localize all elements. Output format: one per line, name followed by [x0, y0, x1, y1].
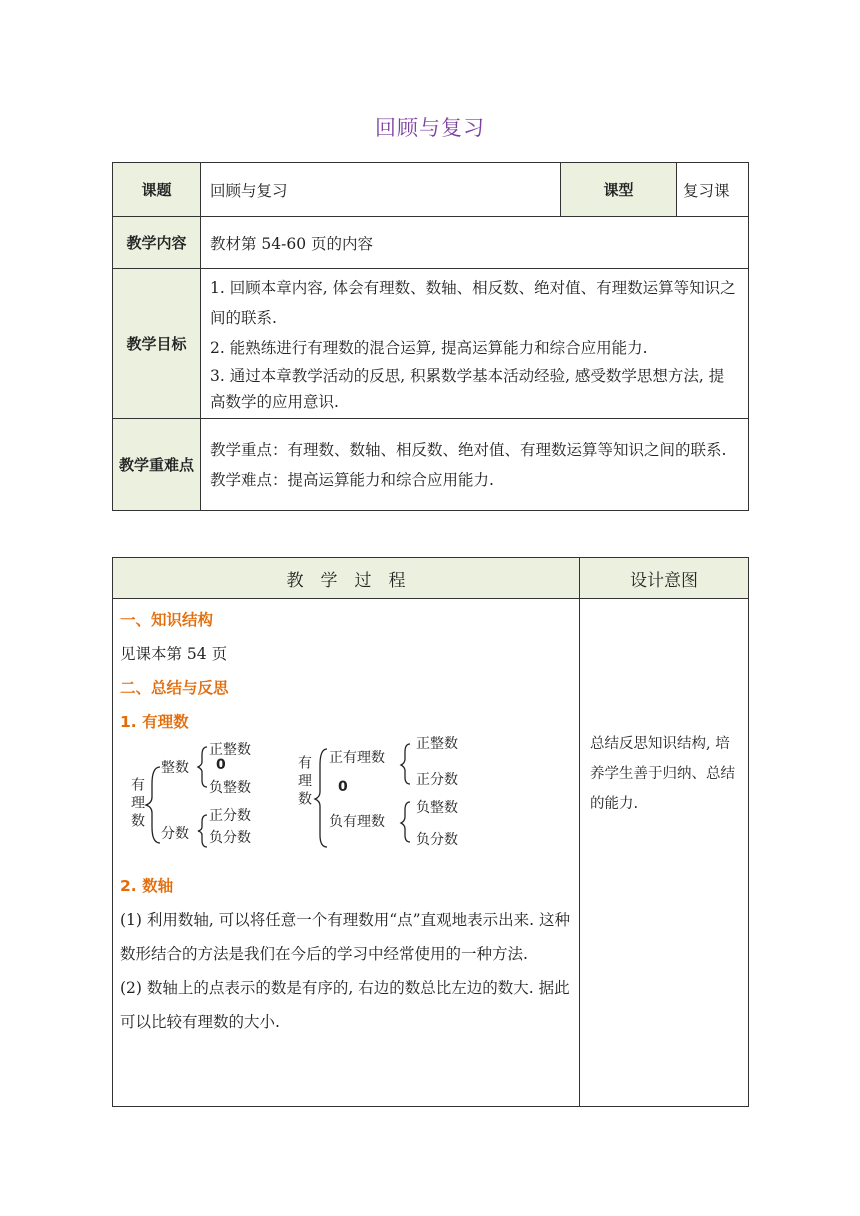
positive-integer-label: 正整数 — [209, 742, 251, 758]
subsection-number-line: 2. 数轴 — [120, 877, 174, 895]
lesson-info-table — [112, 162, 749, 511]
type-value: 复习课 — [677, 163, 749, 217]
right-positive-fraction-label: 正分数 — [416, 772, 458, 788]
section-summary-reflection: 二、总结与反思 — [120, 679, 229, 697]
teaching-process-table — [112, 557, 749, 1107]
right-zero-label: 0 — [338, 779, 348, 795]
negative-fraction-label: 负分数 — [209, 830, 251, 846]
goals-label: 教学目标 — [113, 269, 201, 419]
goals-cell — [201, 269, 749, 419]
negative-rational-label: 负有理数 — [329, 814, 385, 830]
process-body-row — [113, 599, 749, 1107]
topic-label: 课题 — [113, 163, 201, 217]
content-row — [113, 217, 749, 269]
key-points-label: 教学重难点 — [113, 419, 201, 511]
zero-label: 0 — [216, 757, 226, 773]
key-points-row — [113, 419, 749, 511]
right-root-label: 有理数 — [296, 755, 312, 809]
process-header-row — [113, 558, 749, 599]
fraction-label: 分数 — [161, 826, 189, 842]
number-line-point-2: (2) 数轴上的点表示的数是有序的, 右边的数总比左边的数大. 据此可以比较有理数的大小. — [120, 979, 570, 1031]
right-negative-integer-label: 负整数 — [416, 800, 458, 816]
negative-integer-label: 负整数 — [209, 780, 251, 796]
goal-item: 2. 能熟练进行有理数的混合运算, 提高运算能力和综合应用能力. — [210, 338, 648, 357]
content-value: 教材第 54-60 页的内容 — [201, 217, 749, 269]
positive-fraction-label: 正分数 — [209, 808, 251, 824]
intent-header: 设计意图 — [580, 558, 749, 599]
document-title: 回顾与复习 — [375, 116, 485, 140]
right-positive-integer-label: 正整数 — [416, 736, 458, 752]
right-negative-fraction-label: 负分数 — [416, 832, 458, 848]
topic-row — [113, 163, 749, 217]
section-knowledge-structure: 一、知识结构 — [120, 611, 214, 629]
goal-item: 1. 回顾本章内容, 体会有理数、数轴、相反数、绝对值、有理数运算等知识之间的联系. — [210, 278, 736, 327]
process-content — [113, 599, 580, 1107]
positive-rational-label: 正有理数 — [329, 750, 385, 766]
topic-value: 回顾与复习 — [201, 163, 561, 217]
content-label: 教学内容 — [113, 217, 201, 269]
rational-classification-diagram — [120, 736, 572, 869]
key-points-cell — [201, 419, 749, 511]
goals-row — [113, 269, 749, 419]
key-point: 教学重点：有理数、数轴、相反数、绝对值、有理数运算等知识之间的联系. — [210, 440, 727, 459]
process-header: 教 学 过 程 — [113, 558, 580, 599]
integer-label: 整数 — [161, 760, 189, 776]
textbook-reference: 见课本第 54 页 — [120, 645, 228, 663]
number-line-point-1: (1) 利用数轴, 可以将任意一个有理数用“点”直观地表示出来. 这种数形结合的方法是我们在今后的学习中经常使用的一种方法. — [120, 911, 570, 963]
key-point: 教学难点：提高运算能力和综合应用能力. — [210, 470, 494, 489]
left-root-label: 有理数 — [129, 777, 145, 831]
type-label: 课型 — [561, 163, 677, 217]
goal-item: 3. 通过本章教学活动的反思, 积累数学基本活动经验, 感受数学思想方法, 提高数学的应用意识. — [210, 366, 725, 411]
subsection-rational-numbers: 1. 有理数 — [120, 713, 189, 731]
design-intent-content: 总结反思知识结构, 培养学生善于归纳、总结的能力. — [580, 599, 749, 1107]
